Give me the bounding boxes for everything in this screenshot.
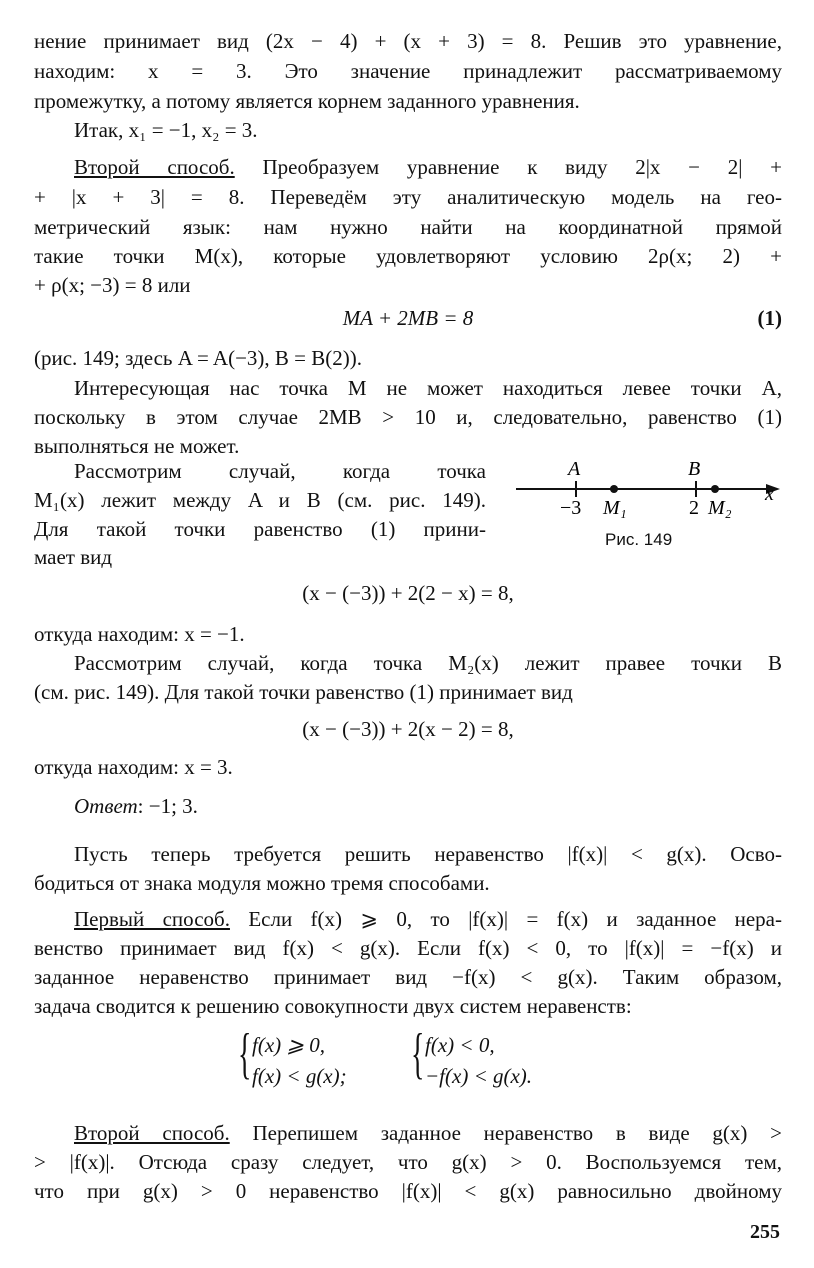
text-line: венство принимает вид f(x) < g(x). Если f(x) < 0, то |f(x)| = −f(x) и (34, 936, 782, 960)
system-row: −f(x) < g(x). (425, 1064, 533, 1088)
system-row: f(x) < g(x); (252, 1064, 347, 1088)
label-A: A (568, 458, 581, 480)
equation-number: (1) (757, 306, 782, 330)
text-line: заданное неравенство принимает вид −f(x) < g(x). Таким образом, (34, 965, 782, 989)
section-heading: Второй способ. (74, 155, 235, 179)
text-line: Интересующая нас точка M не может находиться левее точки A, (74, 376, 782, 400)
section-heading: Второй способ. (74, 1121, 230, 1145)
label-x: x (765, 483, 774, 505)
text-line: Первый способ. Если f(x) ⩾ 0, то |f(x)| = f(x) и заданное нера- (74, 907, 782, 931)
text-line: находим: x = 3. Это значение принадлежит рассматриваемому (34, 59, 782, 83)
text-line: Второй способ. Перепишем заданное неравенство в виде g(x) > (74, 1121, 782, 1145)
text-line: Пусть теперь требуется решить неравенство |f(x)| < g(x). Осво- (74, 842, 782, 866)
text-line: что при g(x) > 0 неравенство |f(x)| < g(x) равносильно двойному (34, 1179, 782, 1203)
equation: (x − (−3)) + 2(2 − x) = 8, (302, 581, 514, 605)
text-line: M₁(x) лежит между A и B (см. рис. 149). (34, 488, 486, 512)
label-B: B (688, 458, 701, 480)
point-M1 (610, 485, 618, 493)
text-line: поскольку в этом случае 2MB > 10 и, следовательно, равенство (1) (34, 405, 782, 429)
tick-label-minus3: −3 (560, 497, 582, 519)
text-line: Для такой точки равенство (1) прини- (34, 517, 486, 541)
text-line: > |f(x)|. Отсюда сразу следует, что g(x) > 0. Воспользуемся тем, (34, 1150, 782, 1174)
brace-icon: { (238, 1023, 252, 1085)
point-M2 (711, 485, 719, 493)
text-line: откуда находим: x = 3. (34, 755, 233, 779)
text-line: выполняться не может. (34, 434, 240, 458)
tick-label-2: 2 (689, 497, 699, 519)
text-line: Рассмотрим случай, когда точка (74, 459, 486, 483)
text-line: Итак, x₁ = −1, x₂ = 3. (74, 118, 258, 142)
equation: MA + 2MB = 8 (342, 306, 474, 330)
text-line: Второй способ. Преобразуем уравнение к виду 2|x − 2| + (74, 155, 782, 179)
text-line: промежутку, а потому является корнем заданного уравнения. (34, 89, 580, 113)
answer-line: Ответ: −1; 3. (74, 794, 198, 818)
text-line: бодиться от знака модуля можно тремя способами. (34, 871, 490, 895)
text-line: + ρ(x; −3) = 8 или (34, 273, 191, 297)
text-line: + |x + 3| = 8. Переведём эту аналитическую модель на гео- (34, 185, 782, 209)
text-line: откуда находим: x = −1. (34, 622, 245, 646)
text-line: (см. рис. 149). Для такой точки равенство (1) принимает вид (34, 680, 573, 704)
text-line: мает вид (34, 545, 113, 569)
answer-label: Ответ (74, 794, 138, 818)
text-line: (рис. 149; здесь A = A(−3), B = B(2)). (34, 346, 363, 370)
text-line: нение принимает вид (2x − 4) + (x + 3) = 8. Решив это уравнение, (34, 29, 782, 53)
system-row: f(x) ⩾ 0, (252, 1033, 325, 1057)
label-M2: M₂ (708, 497, 732, 519)
text-line: Рассмотрим случай, когда точка M₂(x) лежит правее точки B (74, 651, 782, 675)
text-line: метрический язык: нам нужно найти на координатной прямой (34, 215, 782, 239)
brace-icon: { (411, 1023, 425, 1085)
label-M1: M₁ (603, 497, 627, 519)
page-number: 255 (750, 1221, 780, 1243)
text-line: такие точки M(x), которые удовлетворяют условию 2ρ(x; 2) + (34, 244, 782, 268)
text-line: задача сводится к решению совокупности двух систем неравенств: (34, 994, 632, 1018)
system-row: f(x) < 0, (425, 1033, 495, 1057)
equation: (x − (−3)) + 2(x − 2) = 8, (302, 717, 514, 741)
figure-caption: Рис. 149 (605, 530, 673, 549)
section-heading: Первый способ. (74, 907, 230, 931)
